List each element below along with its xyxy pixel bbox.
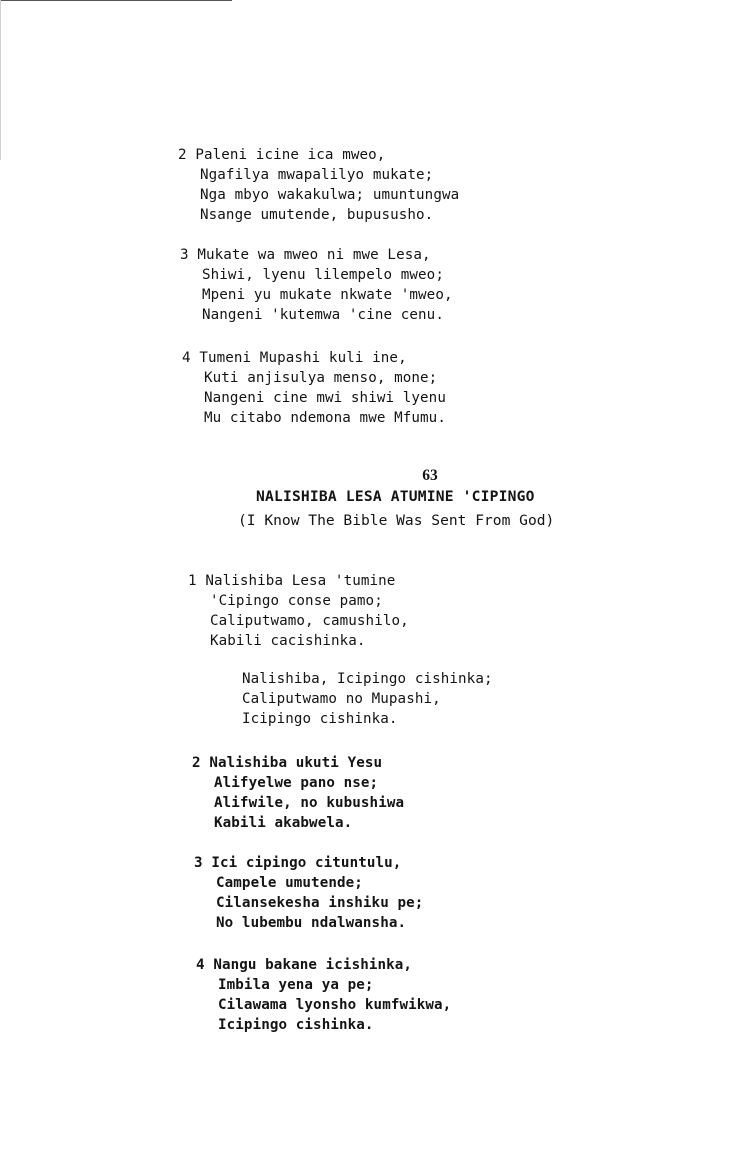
- verse-line: Alifwile, no kubushiwa: [214, 795, 405, 811]
- verse-line: Paleni icine ica mweo,: [195, 147, 386, 163]
- verse-line: Nalishiba ukuti Yesu: [209, 755, 383, 771]
- chorus-line: Icipingo cishinka.: [242, 711, 398, 727]
- verse-line: Caliputwamo, camushilo,: [210, 613, 409, 629]
- verse-line: Nangeni cine mwi shiwi lyenu: [204, 390, 446, 406]
- scan-edge-top: [0, 0, 232, 1]
- hymn-subtitle-block: [238, 510, 554, 532]
- verse-line: Mukate wa mweo ni mwe Lesa,: [197, 247, 431, 263]
- verse-line: Kabili akabwela.: [214, 815, 353, 831]
- chorus-line: Caliputwamo no Mupashi,: [242, 691, 441, 707]
- hymn-heading: [230, 466, 630, 486]
- verse-line: Kuti anjisulya menso, mone;: [204, 370, 438, 386]
- verse-line: No lubembu ndalwansha.: [216, 915, 407, 931]
- hymn-verse-2: [192, 753, 404, 833]
- verse-line: Nalishiba Lesa 'tumine: [205, 573, 396, 589]
- verse-line: Alifyelwe pano nse;: [214, 775, 379, 791]
- hymn-chorus: [242, 669, 493, 729]
- verse-line: Imbila yena ya pe;: [218, 977, 374, 993]
- verse-number: 2: [178, 147, 187, 163]
- verse-line: Nsange umutende, bupususho.: [200, 207, 434, 223]
- verse-number: 1: [188, 573, 197, 589]
- hymn-verse-1: [188, 571, 409, 651]
- upper-verse-4: [182, 348, 446, 428]
- upper-verse-3: [180, 245, 453, 325]
- verse-line: Ici cipingo cituntulu,: [211, 855, 402, 871]
- scan-edge-left: [0, 0, 1, 160]
- verse-line: Tumeni Mupashi kuli ine,: [199, 350, 407, 366]
- verse-line: Icipingo cishinka.: [218, 1017, 374, 1033]
- upper-verse-2: [178, 145, 459, 225]
- verse-number: 4: [182, 350, 191, 366]
- hymn-number: 63: [422, 467, 438, 484]
- verse-line: Nga mbyo wakakulwa; umuntungwa: [200, 187, 460, 203]
- verse-line: Nangu bakane icishinka,: [213, 957, 413, 973]
- verse-number: 4: [196, 957, 205, 973]
- verse-line: Cilansekesha inshiku pe;: [216, 895, 424, 911]
- verse-number: 3: [180, 247, 189, 263]
- hymn-title: NALISHIBA LESA ATUMINE 'CIPINGO: [256, 488, 535, 505]
- verse-line: Mu citabo ndemona mwe Mfumu.: [204, 410, 446, 426]
- verse-number: 2: [192, 755, 201, 771]
- hymn-verse-4: [196, 955, 451, 1035]
- verse-line: Cilawama lyonsho kumfwikwa,: [218, 997, 452, 1013]
- verse-line: Mpeni yu mukate nkwate 'mweo,: [202, 287, 453, 303]
- hymn-title-block: [256, 486, 535, 508]
- verse-line: Ngafilya mwapalilyo mukate;: [200, 167, 434, 183]
- verse-number: 3: [194, 855, 203, 871]
- verse-line: Campele umutende;: [216, 875, 363, 891]
- hymn-subtitle: (I Know The Bible Was Sent From God): [238, 512, 555, 529]
- chorus-line: Nalishiba, Icipingo cishinka;: [242, 671, 493, 687]
- verse-line: 'Cipingo conse pamo;: [210, 593, 383, 609]
- verse-line: Shiwi, lyenu lilempelo mweo;: [202, 267, 444, 283]
- verse-line: Kabili cacishinka.: [210, 633, 366, 649]
- hymn-verse-3: [194, 853, 423, 933]
- verse-line: Nangeni 'kutemwa 'cine cenu.: [202, 307, 444, 323]
